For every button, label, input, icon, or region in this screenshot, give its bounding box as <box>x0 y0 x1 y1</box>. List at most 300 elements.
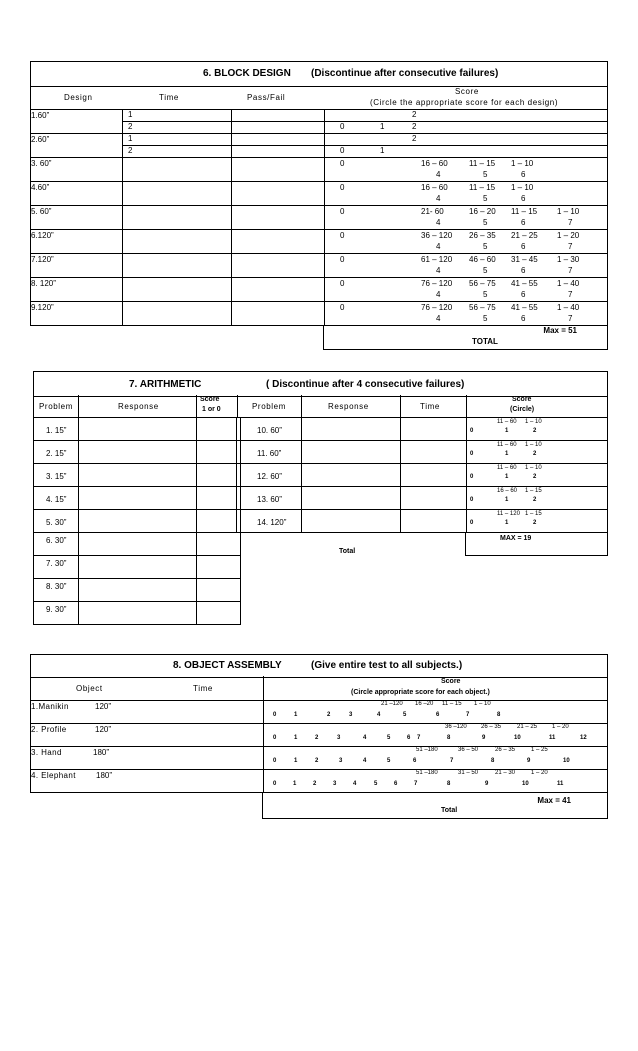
score-points: 5 <box>483 266 488 275</box>
problem-label: 10. 60” <box>257 426 282 435</box>
col-divider <box>301 440 302 463</box>
score-point: 0 <box>273 781 277 787</box>
problem-label: 5. 30” <box>46 518 67 527</box>
block-design-row <box>30 205 608 230</box>
score-range: 11 – 15 <box>469 159 496 168</box>
score-range: 11 – 120 <box>497 511 520 517</box>
col-divider <box>196 601 197 624</box>
col-divider <box>78 509 79 532</box>
score-points: 4 <box>436 266 441 275</box>
score-point: 0 <box>470 474 474 480</box>
col-divider <box>324 253 325 277</box>
score-range: 31 – 45 <box>511 255 538 264</box>
score-range: 26 – 35 <box>495 747 516 753</box>
score-point: 10 <box>514 735 521 741</box>
col-divider <box>263 769 264 792</box>
score-range: 11 – 15 <box>469 183 496 192</box>
block-design-col-headers <box>30 85 608 110</box>
score-point: 1 <box>293 781 297 787</box>
score-point: 2 <box>533 474 537 480</box>
object-label: 2. Profile <box>31 725 67 734</box>
col-divider <box>122 301 123 325</box>
score-points: 4 <box>436 314 441 323</box>
score-range: 1 – 40 <box>557 279 580 288</box>
arithmetic-row <box>33 440 241 464</box>
score-points: 4 <box>436 170 441 179</box>
col-divider <box>122 277 123 301</box>
arithmetic-row <box>33 463 241 487</box>
col-divider <box>78 417 79 440</box>
score-point: 6 <box>413 758 417 764</box>
score-range: 1 – 30 <box>557 255 580 264</box>
trial-2: 2 <box>128 122 133 131</box>
score-point: 4 <box>353 781 357 787</box>
score-range: 21- 60 <box>421 207 444 216</box>
score-zero: 0 <box>340 159 345 168</box>
col-divider <box>196 395 197 417</box>
problem-label: 9. 30” <box>46 605 67 614</box>
score-point: 3 <box>349 712 353 718</box>
score-range: 46 – 60 <box>469 255 496 264</box>
score-points: 6 <box>521 290 526 299</box>
col-divider <box>324 157 325 181</box>
col-score: Score <box>200 396 220 403</box>
col-divider <box>231 301 232 325</box>
score-point: 9 <box>527 758 531 764</box>
score-point: 2 <box>533 451 537 457</box>
block-design-instruction: (Discontinue after consecutive failures) <box>311 68 499 79</box>
col-divider <box>324 181 325 205</box>
score-points: 6 <box>521 170 526 179</box>
score-range: 31 – 50 <box>458 770 479 776</box>
score-point: 8 <box>497 712 501 718</box>
score-trial-1: 2 <box>412 134 417 143</box>
object-row <box>30 746 608 770</box>
score-points: 4 <box>436 194 441 203</box>
col-divider <box>301 417 302 440</box>
col-divider <box>400 440 401 463</box>
problem-label: 6. 30” <box>46 536 67 545</box>
score-points: 6 <box>521 242 526 251</box>
problem-label: 2. 15” <box>46 449 67 458</box>
arithmetic-row-right <box>236 509 608 533</box>
col-score-sub: (Circle appropriate score for each object.) <box>351 689 490 696</box>
score-point: 1 <box>505 451 509 457</box>
score-points: 5 <box>483 290 488 299</box>
score-range: 61 – 120 <box>421 255 453 264</box>
trial-2: 2 <box>128 146 133 155</box>
col-divider <box>400 486 401 509</box>
score-points: 4 <box>436 242 441 251</box>
score-point: 9 <box>485 781 489 787</box>
arithmetic-row-right <box>236 440 608 464</box>
score-points: 6 <box>521 266 526 275</box>
score-points: 7 <box>568 242 573 251</box>
col-object: Object <box>76 684 103 693</box>
object-time: 120” <box>95 702 112 711</box>
score-range: 1 – 20 <box>531 770 548 776</box>
score-range: 16 –20 <box>415 701 434 707</box>
score-range: 56 – 75 <box>469 279 496 288</box>
score-zero: 0 <box>340 207 345 216</box>
col-divider <box>231 277 232 301</box>
arithmetic-row <box>33 509 241 533</box>
col-divider <box>301 395 302 417</box>
arithmetic-row-right <box>236 486 608 510</box>
score-range: 21 – 25 <box>511 231 538 240</box>
col-divider <box>466 486 467 509</box>
col-divider <box>78 578 79 601</box>
score-point: 1 <box>505 520 509 526</box>
score-point: 1 <box>505 428 509 434</box>
score-points: 5 <box>483 170 488 179</box>
score-range: 26 – 35 <box>469 231 496 240</box>
score-range: 1 – 10 <box>557 207 580 216</box>
score-point: 10 <box>563 758 570 764</box>
score-point: 7 <box>414 781 418 787</box>
score-range: 11 – 15 <box>442 701 462 707</box>
score-point: 8 <box>491 758 495 764</box>
score-point: 8 <box>447 781 451 787</box>
score-point: 4 <box>363 735 367 741</box>
design-label: 6.120” <box>31 231 54 240</box>
arithmetic-row <box>33 417 241 441</box>
col-divider <box>231 181 232 205</box>
score-point: 3 <box>337 735 341 741</box>
col-divider <box>196 555 197 578</box>
col-response: Response <box>118 402 159 411</box>
score-points: 7 <box>568 290 573 299</box>
col-problem-2: Problem <box>252 402 286 411</box>
col-divider <box>400 417 401 440</box>
block-design-row <box>30 109 608 134</box>
col-divider <box>231 205 232 229</box>
object-row <box>30 723 608 747</box>
object-assembly-col-headers <box>30 676 608 701</box>
block-design-total: TOTAL <box>472 337 498 346</box>
block-design-header <box>30 61 608 87</box>
col-time: Time <box>193 684 213 693</box>
score-range: 76 – 120 <box>421 303 453 312</box>
col-divider <box>400 509 401 532</box>
score-point: 2 <box>533 428 537 434</box>
score-point: 2 <box>315 735 319 741</box>
col-divider <box>301 463 302 486</box>
col-divider <box>231 253 232 277</box>
score-range: 1 – 10 <box>525 442 542 448</box>
problem-label: 8. 30” <box>46 582 67 591</box>
arithmetic-row <box>33 578 241 602</box>
score-trial-1: 2 <box>412 110 417 119</box>
col-divider <box>196 417 197 440</box>
col-divider <box>301 509 302 532</box>
score-zero: 0 <box>340 279 345 288</box>
score-range: 16 – 60 <box>421 159 448 168</box>
score-point: 7 <box>466 712 470 718</box>
col-divider <box>466 417 467 440</box>
col-score-sub: 1 or 0 <box>202 406 221 413</box>
col-divider <box>122 253 123 277</box>
score-points: 7 <box>568 314 573 323</box>
col-divider <box>231 157 232 181</box>
block-design-row <box>30 229 608 254</box>
score-point: 1 <box>294 758 298 764</box>
col-divider <box>196 532 197 555</box>
score-2: 2 <box>412 122 417 131</box>
score-point: 2 <box>533 497 537 503</box>
object-label: 1.Manikin <box>31 702 69 711</box>
sub-divider <box>122 121 607 122</box>
score-point: 0 <box>273 712 277 718</box>
score-range: 41 – 55 <box>511 303 538 312</box>
sub-divider <box>122 145 607 146</box>
score-range: 51 –180 <box>416 747 438 753</box>
arithmetic-row-right <box>236 417 608 441</box>
score-point: 5 <box>387 735 391 741</box>
score-points: 7 <box>568 266 573 275</box>
score-1: 1 <box>380 122 385 131</box>
object-row <box>30 700 608 724</box>
score-range: 51 –180 <box>416 770 438 776</box>
design-label: 4.60” <box>31 183 50 192</box>
col-divider <box>301 486 302 509</box>
block-design-total-box <box>323 325 608 350</box>
score-range: 1 – 10 <box>525 465 542 471</box>
score-points: 6 <box>521 194 526 203</box>
design-label: 1.60” <box>31 111 50 120</box>
design-label: 2.60” <box>31 135 50 144</box>
score-range: 11 – 60 <box>497 419 517 425</box>
score-range: 21 – 30 <box>495 770 516 776</box>
col-score-2: Score <box>512 396 532 403</box>
col-divider <box>324 277 325 301</box>
score-range: 11 – 15 <box>511 207 538 216</box>
score-range: 21 – 25 <box>517 724 538 730</box>
score-point: 2 <box>315 758 319 764</box>
col-divider <box>400 463 401 486</box>
block-design-row <box>30 133 608 158</box>
score-points: 5 <box>483 242 488 251</box>
col-divider <box>466 509 467 532</box>
col-score-2-sub: (Circle) <box>510 406 535 413</box>
score-range: 1 – 10 <box>474 701 491 707</box>
score-range: 36 – 120 <box>421 231 453 240</box>
score-points: 4 <box>436 290 441 299</box>
score-point: 11 <box>557 781 564 787</box>
design-label: 3. 60” <box>31 159 52 168</box>
score-point: 0 <box>273 758 277 764</box>
col-divider <box>122 181 123 205</box>
score-range: 36 – 50 <box>458 747 479 753</box>
col-divider <box>78 532 79 555</box>
object-assembly-total: Total <box>441 807 458 814</box>
problem-label: 12. 60” <box>257 472 282 481</box>
score-point: 2 <box>327 712 331 718</box>
score-zero: 0 <box>340 303 345 312</box>
score-points: 7 <box>568 218 573 227</box>
score-range: 21 –120 <box>381 701 403 707</box>
col-score: Score <box>455 87 479 96</box>
block-design-max: Max = 51 <box>543 326 577 335</box>
score-range: 1 – 15 <box>525 488 542 494</box>
col-divider <box>122 229 123 253</box>
score-range: 1 – 10 <box>525 419 542 425</box>
score-zero: 0 <box>340 231 345 240</box>
arithmetic-max-box <box>465 532 608 556</box>
score-point: 8 <box>447 735 451 741</box>
object-assembly-header <box>30 654 608 678</box>
object-label: 4. Elephant <box>31 771 76 780</box>
score-point: 2 <box>313 781 317 787</box>
col-divider <box>196 486 197 509</box>
score-range: 11 – 60 <box>497 465 517 471</box>
col-divider <box>196 463 197 486</box>
arithmetic-row <box>33 486 241 510</box>
object-assembly-total-box <box>262 792 608 819</box>
score-point: 5 <box>403 712 407 718</box>
col-score-sub: (Circle the appropriate score for each design) <box>370 98 559 107</box>
score-points: 5 <box>483 218 488 227</box>
col-divider <box>324 229 325 253</box>
score-range: 16 – 60 <box>421 183 448 192</box>
col-divider <box>324 301 325 325</box>
col-divider <box>400 395 401 417</box>
block-design-row <box>30 157 608 182</box>
col-problem: Problem <box>39 402 73 411</box>
score-point: 11 <box>549 735 556 741</box>
score-range: 1 – 20 <box>552 724 569 730</box>
score-range: 1 – 10 <box>511 183 534 192</box>
score-point: 6 <box>407 735 411 741</box>
arithmetic-row <box>33 532 241 556</box>
col-design: Design <box>64 93 93 102</box>
object-time: 120” <box>95 725 112 734</box>
score-point: 6 <box>436 712 440 718</box>
score-point: 10 <box>522 781 529 787</box>
score-point: 7 <box>417 735 421 741</box>
score-point: 0 <box>470 520 474 526</box>
block-design-row <box>30 301 608 326</box>
score-range: 1 – 15 <box>525 511 542 517</box>
block-design-title: 6. BLOCK DESIGN <box>203 68 291 79</box>
score-range: 1 – 40 <box>557 303 580 312</box>
object-time: 180” <box>96 771 113 780</box>
arithmetic-row <box>33 601 241 625</box>
object-time: 180” <box>93 748 110 757</box>
col-divider <box>466 395 467 417</box>
arithmetic-col-headers <box>33 395 608 418</box>
arithmetic-title: 7. ARITHMETIC <box>129 379 202 390</box>
score-points: 4 <box>436 218 441 227</box>
problem-label: 14. 120” <box>257 518 287 527</box>
design-label: 7.120” <box>31 255 54 264</box>
score-point: 3 <box>333 781 337 787</box>
problem-label: 13. 60” <box>257 495 282 504</box>
col-divider <box>324 205 325 229</box>
block-design-row <box>30 181 608 206</box>
arithmetic-row-right <box>236 463 608 487</box>
col-divider <box>466 463 467 486</box>
problem-label: 3. 15” <box>46 472 67 481</box>
score-range: 76 – 120 <box>421 279 453 288</box>
col-response-2: Response <box>328 402 369 411</box>
score-point: 7 <box>450 758 454 764</box>
score-point: 9 <box>482 735 486 741</box>
object-assembly-max: Max = 41 <box>537 796 571 805</box>
design-label: 9.120” <box>31 303 54 312</box>
score-range: 26 – 35 <box>481 724 502 730</box>
score-range: 1 – 25 <box>531 747 548 753</box>
score-point: 0 <box>273 735 277 741</box>
score-range: 36 –120 <box>445 724 467 730</box>
problem-label: 4. 15” <box>46 495 67 504</box>
object-assembly-instruction: (Give entire test to all subjects.) <box>311 660 463 671</box>
score-point: 1 <box>294 735 298 741</box>
col-divider <box>122 157 123 181</box>
design-label: 8. 120” <box>31 279 56 288</box>
object-label: 3. Hand <box>31 748 62 757</box>
score-points: 6 <box>521 218 526 227</box>
object-row <box>30 769 608 793</box>
col-passfail: Pass/Fail <box>247 93 286 102</box>
col-divider <box>196 578 197 601</box>
score-points: 5 <box>483 194 488 203</box>
score-points: 5 <box>483 314 488 323</box>
score-point: 0 <box>470 497 474 503</box>
score-range: 16 – 60 <box>497 488 518 494</box>
col-divider <box>78 555 79 578</box>
col-divider <box>78 463 79 486</box>
problem-label: 11. 60” <box>257 449 282 458</box>
col-score: Score <box>441 678 461 685</box>
score-range: 56 – 75 <box>469 303 496 312</box>
score-range: 1 – 20 <box>557 231 580 240</box>
trial-1: 1 <box>128 134 133 143</box>
block-design-row <box>30 277 608 302</box>
col-divider <box>196 440 197 463</box>
col-divider <box>263 746 264 769</box>
score-0: 0 <box>340 122 345 131</box>
score-point: 4 <box>363 758 367 764</box>
col-divider <box>78 440 79 463</box>
arithmetic-header <box>33 371 608 397</box>
arithmetic-max: MAX = 19 <box>500 535 532 542</box>
col-divider <box>231 229 232 253</box>
score-point: 0 <box>470 451 474 457</box>
design-label: 5. 60” <box>31 207 52 216</box>
score-point: 1 <box>294 712 298 718</box>
problem-label: 1. 15” <box>46 426 67 435</box>
trial-1: 1 <box>128 110 133 119</box>
col-time: Time <box>420 402 440 411</box>
score-point: 1 <box>505 497 509 503</box>
col-divider <box>78 601 79 624</box>
score-point: 0 <box>470 428 474 434</box>
col-divider <box>466 440 467 463</box>
col-divider <box>196 509 197 532</box>
score-zero: 0 <box>340 255 345 264</box>
score-point: 6 <box>394 781 398 787</box>
score-points: 6 <box>521 314 526 323</box>
score-zero: 0 <box>340 183 345 192</box>
problem-label: 7. 30” <box>46 559 67 568</box>
col-divider <box>263 700 264 723</box>
col-divider <box>237 395 238 417</box>
score-range: 11 – 60 <box>497 442 517 448</box>
arithmetic-row <box>33 555 241 579</box>
col-divider <box>78 395 79 417</box>
score-point: 5 <box>387 758 391 764</box>
